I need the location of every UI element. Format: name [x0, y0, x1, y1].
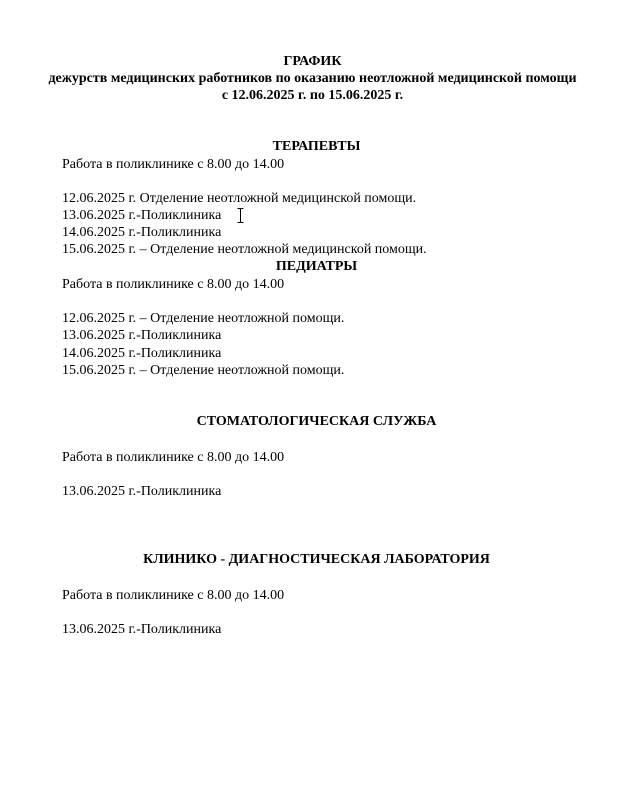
document-period: с 12.06.2025 г. по 15.06.2025 г.: [221, 88, 404, 103]
document-subtitle: дежурств медицинских работников по оказанию неотложной медицинской помощи: [48, 71, 577, 86]
text-cursor-icon: [237, 208, 244, 223]
lab-hours: Работа в поликлинике с 8.00 до 14.00: [62, 588, 285, 603]
therapists-entry: 13.06.2025 г.-Поликлиника: [62, 208, 222, 223]
pediatricians-entry: 14.06.2025 г.-Поликлиника: [62, 346, 222, 361]
therapists-hours: Работа в поликлинике с 8.00 до 14.00: [62, 157, 285, 172]
document-header: [0, 53, 625, 104]
pediatricians-entry: 13.06.2025 г.-Поликлиника: [62, 328, 222, 343]
pediatricians-entry: 15.06.2025 г. – Отделение неотложной помощи.: [62, 363, 345, 378]
dental-entry: 13.06.2025 г.-Поликлиника: [62, 484, 222, 499]
lab-title: КЛИНИКО - ДИАГНОСТИЧЕСКАЯ ЛАБОРАТОРИЯ: [143, 552, 490, 567]
pediatricians-entry: 12.06.2025 г. – Отделение неотложной помощи.: [62, 311, 345, 326]
pediatricians-hours: Работа в поликлинике с 8.00 до 14.00: [62, 277, 285, 292]
therapists-title: ТЕРАПЕВТЫ: [272, 139, 361, 154]
lab-entry: 13.06.2025 г.-Поликлиника: [62, 622, 222, 637]
pediatricians-title: ПЕДИАТРЫ: [275, 259, 358, 274]
therapists-entry: 15.06.2025 г. – Отделение неотложной медицинской помощи.: [62, 242, 427, 257]
dental-title: СТОМАТОЛОГИЧЕСКАЯ СЛУЖБА: [196, 414, 437, 429]
therapists-entry: 12.06.2025 г. Отделение неотложной медицинской помощи.: [62, 191, 417, 206]
dental-hours: Работа в поликлинике с 8.00 до 14.00: [62, 450, 285, 465]
therapists-entry: 14.06.2025 г.-Поликлиника: [62, 225, 222, 240]
document-title: ГРАФИК: [283, 54, 342, 69]
